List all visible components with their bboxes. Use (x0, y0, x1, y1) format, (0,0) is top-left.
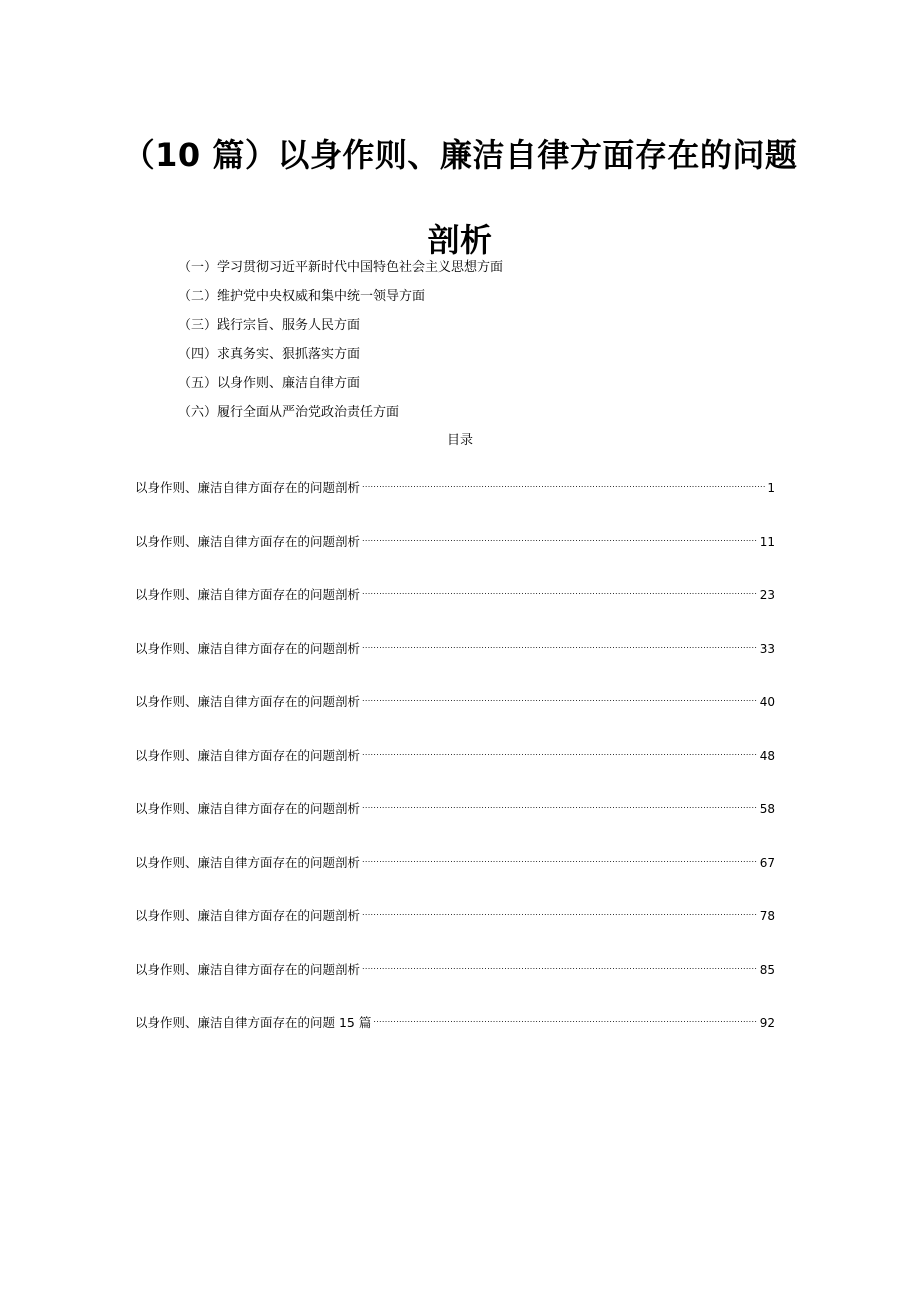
document-title-line-2: 剖析 (427, 221, 493, 260)
toc-entry-page[interactable]: 58 (759, 802, 775, 816)
toc-heading: 目录 (446, 433, 473, 448)
toc-entry-page[interactable]: 48 (759, 748, 775, 763)
document-title-line-1: （10 篇）以身作则、廉洁自律方面存在的问题 (122, 136, 798, 175)
toc-entry-title[interactable]: 以身作则、廉洁自律方面存在的问题剖析 (135, 533, 361, 549)
toc-dot-leader (362, 631, 758, 653)
toc-dot-leader (362, 738, 758, 760)
toc-entry[interactable] (135, 952, 775, 1006)
toc-dot-leader (362, 684, 758, 706)
toc-dot-leader (362, 952, 758, 974)
table-of-contents (135, 470, 775, 1059)
toc-entry[interactable] (135, 524, 775, 578)
toc-dot-leader (362, 470, 765, 492)
toc-entry-title[interactable]: 以身作则、廉洁自律方面存在的问题 15 篇 (135, 1015, 372, 1030)
toc-entry-page[interactable]: 92 (759, 1016, 775, 1030)
toc-entry[interactable] (135, 1005, 775, 1059)
section-item: （三）践行宗旨、服务人民方面 (178, 318, 361, 333)
toc-entry-page[interactable]: 1 (767, 481, 775, 495)
toc-entry[interactable] (135, 738, 775, 792)
toc-entry-page[interactable]: 33 (759, 641, 775, 656)
toc-entry-title[interactable]: 以身作则、廉洁自律方面存在的问题剖析 (135, 854, 361, 870)
toc-entry-title[interactable]: 以身作则、廉洁自律方面存在的问题剖析 (135, 640, 361, 656)
toc-dot-leader (362, 845, 758, 867)
section-item: （六）履行全面从严治党政治责任方面 (178, 405, 400, 420)
toc-entry-page[interactable]: 40 (759, 695, 775, 709)
toc-entry[interactable] (135, 845, 775, 899)
toc-entry-title[interactable]: 以身作则、廉洁自律方面存在的问题剖析 (135, 747, 361, 763)
section-item: （二）维护党中央权威和集中统一领导方面 (178, 289, 426, 304)
toc-dot-leader (362, 791, 758, 813)
toc-entry[interactable] (135, 470, 775, 524)
toc-entry-page[interactable]: 11 (759, 534, 775, 549)
toc-entry[interactable] (135, 631, 775, 685)
toc-entry[interactable] (135, 791, 775, 845)
toc-entry[interactable] (135, 684, 775, 738)
toc-entry-title[interactable]: 以身作则、廉洁自律方面存在的问题剖析 (135, 801, 361, 816)
toc-entry-page[interactable]: 78 (759, 909, 775, 923)
toc-dot-leader (362, 577, 758, 599)
toc-entry-title[interactable]: 以身作则、廉洁自律方面存在的问题剖析 (135, 694, 361, 709)
toc-entry-title[interactable]: 以身作则、廉洁自律方面存在的问题剖析 (135, 961, 361, 977)
section-item: （五）以身作则、廉洁自律方面 (178, 376, 361, 391)
toc-entry[interactable] (135, 577, 775, 631)
toc-entry-page[interactable]: 85 (759, 962, 775, 977)
toc-entry-title[interactable]: 以身作则、廉洁自律方面存在的问题剖析 (135, 908, 361, 923)
toc-dot-leader (362, 898, 758, 920)
section-item: （四）求真务实、狠抓落实方面 (178, 347, 361, 362)
section-item: （一）学习贯彻习近平新时代中国特色社会主义思想方面 (178, 260, 504, 275)
toc-entry-page[interactable]: 67 (759, 855, 775, 870)
section-list (178, 257, 778, 431)
toc-entry[interactable] (135, 898, 775, 952)
toc-dot-leader (362, 524, 758, 546)
toc-entry-page[interactable]: 23 (759, 588, 775, 602)
toc-entry-title[interactable]: 以身作则、廉洁自律方面存在的问题剖析 (135, 480, 361, 495)
toc-entry-title[interactable]: 以身作则、廉洁自律方面存在的问题剖析 (135, 587, 361, 602)
toc-dot-leader (373, 1005, 757, 1027)
